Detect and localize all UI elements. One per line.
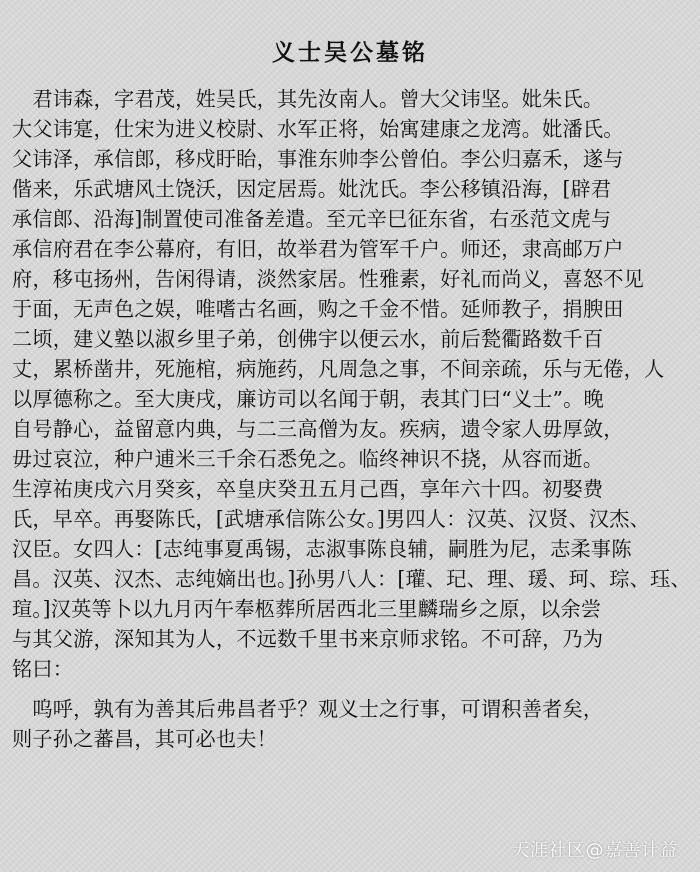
site-watermark: 天涯社区@嘉善计益 <box>511 840 678 861</box>
text-line: 铭曰： <box>12 657 74 681</box>
text-line: 自号静心，益留意内典，与二三高僧为友。疾病，遗令家人毋厚敛， <box>12 417 624 441</box>
text-line: 于面，无声色之娱，唯嗜古名画，购之千金不惜。延师教子，捐腴田 <box>12 297 624 321</box>
document-title: 义士吴公墓铭 <box>272 39 428 66</box>
text-line: 毋过哀泣，种户逋米三千余石悉免之。临终神识不挠，从容而逝。 <box>12 447 604 471</box>
inscription-line: 呜呼，孰有为善其后弗昌者乎？观义士之行事，可谓积善者矣， <box>12 697 604 721</box>
text-line: 汉臣。女四人：[志纯事夏禹锡，志淑事陈良辅，嗣胜为尼，志柔事陈 <box>12 537 632 561</box>
text-line: 生淳祐庚戌六月癸亥，卒皇庆癸丑五月己酉，享年六十四。初娶费 <box>12 477 604 501</box>
text-line: 丈，累桥凿井，死施棺，病施药，凡周急之事，不间亲疏，乐与无倦，人 <box>12 357 665 381</box>
text-line: 以厚德称之。至大庚戌，廉访司以名闻于朝，表其门曰“义士”。晚 <box>12 387 604 411</box>
text-line: 府，移屯扬州，告闲得请，淡然家居。性雅素，好礼而尚义，喜怒不见 <box>12 267 645 291</box>
text-line: 承信郎、沿海]制置使司准备差遣。至元辛巳征东省，右丞范文虎与 <box>12 207 612 231</box>
text-line: 昌。汉英、汉杰、志纯嫡出也。]孙男八人：[瓘、玘、理、瑗、珂、琮、珏、 <box>12 567 691 591</box>
inscription-line: 则子孙之蕃昌，其可必也夫！ <box>12 727 278 751</box>
text-line: 父讳泽，承信郎，移戍盱眙，事淮东帅李公曾伯。李公归嘉禾，遂与 <box>12 147 624 171</box>
text-line: 君讳森，字君茂，姓吴氏，其先汝南人。曾大父讳坚。妣朱氏。 <box>12 87 604 111</box>
text-line: 瑄。]汉英等卜以九月丙午奉柩葬所居西北三里麟瑞乡之原，以余尝 <box>12 597 602 621</box>
text-line: 大父讳寔，仕宋为进义校尉、水军正将，始寓建康之龙湾。妣潘氏。 <box>12 117 624 141</box>
text-line: 偕来，乐武塘风土饶沃，因定居焉。妣沈氏。李公移镇沿海，[辟君 <box>12 177 612 201</box>
text-line: 二顷，建义塾以淑乡里子弟，创佛宇以便云水，前后甃衢路数千百 <box>12 327 604 351</box>
text-line: 氏，早卒。再娶陈氏，[武塘承信陈公女。]男四人：汉英、汉贤、汉杰、 <box>12 507 651 531</box>
text-line: 承信府君在李公幕府，有旧，故举君为管军千户。师还，隶高邮万户 <box>12 237 624 261</box>
epitaph-body <box>12 84 694 754</box>
text-line: 与其父游，深知其为人，不远数千里书来京师求铭。不可辞，乃为 <box>12 627 604 651</box>
